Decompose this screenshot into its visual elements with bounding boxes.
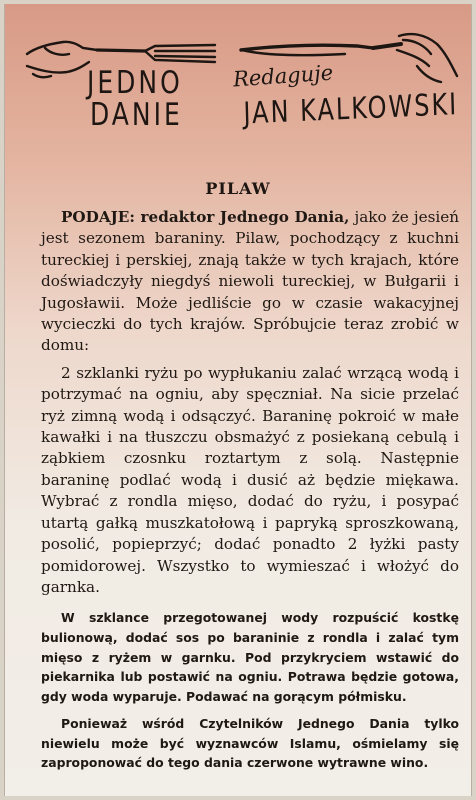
sauce-paragraph: W szklance przegotowanej wody rozpuścić kostkę bulionową, dodać sos po baraninie z rondla i zalać tym mięso z ryżem w garnku. Pod przykryciem wstawić do piekarnika lub postawić na ogniu. Potrawa będzie gotowa, gdy woda wyparuje. Podawać na gorącym półmisku. <box>41 610 459 704</box>
column-masthead <box>5 4 471 144</box>
editor-label: Redaguje <box>232 60 334 92</box>
newspaper-clipping <box>4 4 472 796</box>
intro-lead: PODAJE: redaktor Jednego Dania, <box>61 208 350 226</box>
intro-paragraph <box>41 207 459 357</box>
article-title: PILAW <box>205 179 271 198</box>
column-title-danie: DANIE <box>90 96 183 133</box>
column-title-jedno: JEDNO <box>87 64 183 101</box>
intro-text: jako że jesień jest sezonem baraniny. Pilaw, pochodzący z kuchni tureckiej i perskiej, znają także w tych krajach, które doświadczyły niegdyś niewoli tureckiej, w Bułgarii i Jugosławii. Może jedliście go w czasie wakacyjnej wycieczki do tych krajów. Spróbujcie teraz zrobić w domu: <box>41 208 459 355</box>
editor-name: JAN KALKOWSKI <box>243 86 459 131</box>
recipe-paragraph: 2 szklanki ryżu po wypłukaniu zalać wrzącą wodą i potrzymać na ogniu, aby spęczniał. Na sicie przelać ryż zimną wodą i odsączyć. Baraninę pokroić w małe kawałki i na tłuszczu obsmażyć z posiekaną cebulą i ząbkiem czosnku roztartym z solą. Następnie baraninę podlać wodą i dusić aż będzie miękawa. Wybrać z rondla mięso, dodać do ryżu, i posypać utartą gałką muszkatołową i papryką sproszkowaną, posolić, popieprzyć; dodać ponadto 2 łyżki pasty pomidorowej. Wszystko to wymieszać i włożyć do garnka. <box>41 363 459 596</box>
article-body <box>41 207 459 773</box>
note-paragraph: Ponieważ wśród Czytelników Jednego Dania tylko niewielu może być wyznawców Islamu, ośmielamy się zaproponować do tego dania czerwone wytrawne wino. <box>41 716 459 771</box>
